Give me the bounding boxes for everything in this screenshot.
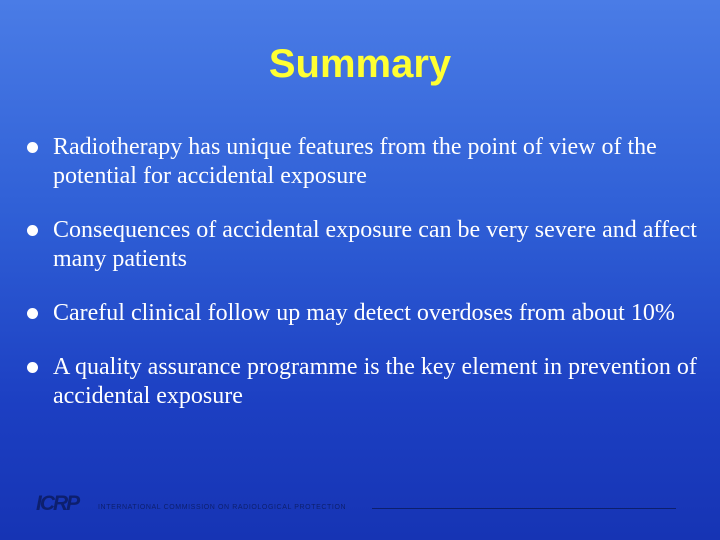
bullet-dot-icon [27,362,38,373]
bullet-dot-icon [27,142,38,153]
slide-title: Summary [268,42,452,86]
bullet-item [24,299,704,328]
footer-divider [372,508,676,509]
bullet-item [24,133,704,191]
bullet-dot-icon [27,225,38,236]
icrp-logo-icon: ICRP [36,492,79,515]
organization-name: INTERNATIONAL COMMISSION ON RADIOLOGICAL PROTECTION [98,504,347,511]
bullet-text: Consequences of accidental exposure can be very severe and affect many patients [53,217,697,272]
bullet-text: A quality assurance programme is the key element in prevention of accidental exposure [53,354,697,409]
bullet-text: Careful clinical follow up may detect overdoses from about 10% [53,300,675,326]
bullet-list [24,133,704,436]
footer [36,493,676,515]
bullet-text: Radiotherapy has unique features from the point of view of the potential for accidental exposure [53,134,657,189]
bullet-item [24,216,704,274]
bullet-item [24,353,704,411]
bullet-dot-icon [27,308,38,319]
